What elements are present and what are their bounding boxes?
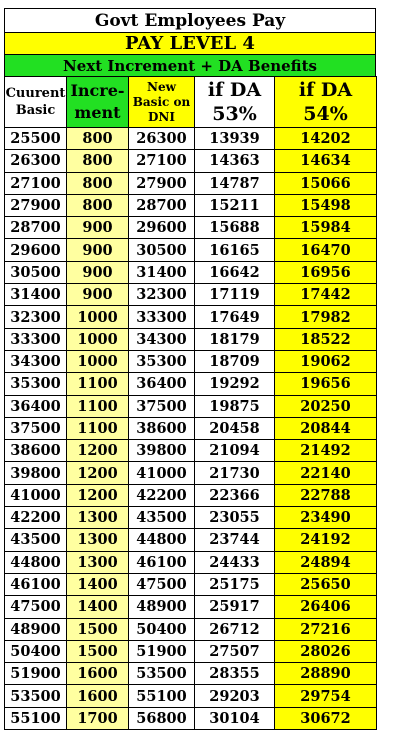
current-basic-cell: 37500 [5,417,67,439]
col-header-line: if DA [207,79,262,101]
current-basic-cell: 48900 [5,618,67,640]
increment-cell: 800 [67,150,129,172]
da-54-cell: 15984 [275,217,377,239]
table-row [5,284,377,306]
current-basic-cell: 38600 [5,440,67,462]
da-54-cell: 28890 [275,663,377,685]
table-row [5,551,377,573]
current-basic-cell: 53500 [5,685,67,707]
col-header-line: ment [74,103,121,122]
new-basic-cell: 34300 [129,328,195,350]
da-53-cell: 18179 [195,328,275,350]
increment-cell: 1200 [67,462,129,484]
new-basic-cell: 38600 [129,417,195,439]
pay-table-sheet [4,8,384,730]
col-header-line: Basic [15,103,56,118]
da-54-cell: 22140 [275,462,377,484]
da-54-cell: 20844 [275,417,377,439]
da-53-cell: 28355 [195,663,275,685]
da-53-cell: 18709 [195,350,275,372]
table-row [5,217,377,239]
current-basic-cell: 46100 [5,573,67,595]
da-53-cell: 19292 [195,373,275,395]
increment-cell: 800 [67,128,129,150]
table-row [5,328,377,350]
increment-cell: 800 [67,172,129,194]
current-basic-cell: 34300 [5,350,67,372]
current-basic-cell: 33300 [5,328,67,350]
current-basic-cell: 55100 [5,707,67,729]
new-basic-cell: 56800 [129,707,195,729]
da-53-cell: 21730 [195,462,275,484]
current-basic-cell: 28700 [5,217,67,239]
increment-cell: 1100 [67,373,129,395]
increment-cell: 1400 [67,573,129,595]
new-basic-cell: 26300 [129,128,195,150]
da-54-cell: 14202 [275,128,377,150]
current-basic-cell: 31400 [5,284,67,306]
table-row [5,707,377,729]
current-basic-cell: 35300 [5,373,67,395]
da-53-cell: 14787 [195,172,275,194]
table-row [5,395,377,417]
new-basic-cell: 31400 [129,261,195,283]
current-basic-cell: 42200 [5,507,67,529]
table-row [5,663,377,685]
current-basic-cell: 27900 [5,194,67,216]
col-header-line: Basic on [132,94,191,109]
da-53-cell: 19875 [195,395,275,417]
increment-cell: 1000 [67,306,129,328]
col-header-line: Incre- [70,81,125,100]
table-row [5,306,377,328]
da-54-cell: 27216 [275,618,377,640]
increment-cell: 900 [67,239,129,261]
da-53-cell: 23744 [195,529,275,551]
da-54-cell: 29754 [275,685,377,707]
increment-cell: 1200 [67,440,129,462]
current-basic-cell: 29600 [5,239,67,261]
current-basic-cell: 44800 [5,551,67,573]
da-53-cell: 13939 [195,128,275,150]
da-54-cell: 19656 [275,373,377,395]
new-basic-cell: 53500 [129,663,195,685]
current-basic-cell: 39800 [5,462,67,484]
current-basic-cell: 36400 [5,395,67,417]
current-basic-cell: 50400 [5,640,67,662]
col-header-line: Cuurent [5,86,66,101]
da-54-cell: 21492 [275,440,377,462]
table-row [5,529,377,551]
increment-cell: 1300 [67,551,129,573]
new-basic-cell: 50400 [129,618,195,640]
col-header-line: if DA [298,79,353,101]
da-54-cell: 14634 [275,150,377,172]
table-row [5,440,377,462]
new-basic-cell: 55100 [129,685,195,707]
col-header-current-basic [5,77,67,128]
da-53-cell: 17119 [195,284,275,306]
table-row [5,507,377,529]
new-basic-cell: 29600 [129,217,195,239]
col-header-line: New [147,79,176,94]
table-row [5,373,377,395]
da-54-cell: 24894 [275,551,377,573]
new-basic-cell: 44800 [129,529,195,551]
col-header-new-basic [129,77,195,128]
sheet-title: Govt Employees Pay [4,8,376,32]
new-basic-cell: 32300 [129,284,195,306]
table-row [5,618,377,640]
current-basic-cell: 27100 [5,172,67,194]
da-53-cell: 25175 [195,573,275,595]
increment-cell: 1400 [67,596,129,618]
table-row [5,239,377,261]
current-basic-cell: 41000 [5,484,67,506]
table-row [5,261,377,283]
table-row [5,417,377,439]
da-54-cell: 23490 [275,507,377,529]
table-row [5,128,377,150]
da-54-cell: 16470 [275,239,377,261]
current-basic-cell: 51900 [5,663,67,685]
da-53-cell: 20458 [195,417,275,439]
new-basic-cell: 35300 [129,350,195,372]
da-53-cell: 29203 [195,685,275,707]
new-basic-cell: 47500 [129,573,195,595]
col-header-da-54 [275,77,377,128]
increment-cell: 1200 [67,484,129,506]
da-53-cell: 15211 [195,194,275,216]
table-row [5,172,377,194]
da-53-cell: 25917 [195,596,275,618]
increment-cell: 1000 [67,328,129,350]
col-header-increment [67,77,129,128]
increment-da-banner: Next Increment + DA Benefits [4,54,376,76]
col-header-line: DNI [148,109,175,124]
new-basic-cell: 28700 [129,194,195,216]
da-53-cell: 16642 [195,261,275,283]
da-54-cell: 17982 [275,306,377,328]
increment-cell: 1300 [67,507,129,529]
new-basic-cell: 42200 [129,484,195,506]
increment-cell: 900 [67,217,129,239]
da-53-cell: 17649 [195,306,275,328]
increment-cell: 800 [67,194,129,216]
da-53-cell: 30104 [195,707,275,729]
table-row [5,596,377,618]
table-row [5,484,377,506]
new-basic-cell: 36400 [129,373,195,395]
increment-cell: 1700 [67,707,129,729]
table-row [5,350,377,372]
table-row [5,640,377,662]
da-54-cell: 19062 [275,350,377,372]
table-row [5,150,377,172]
new-basic-cell: 41000 [129,462,195,484]
current-basic-cell: 26300 [5,150,67,172]
increment-cell: 900 [67,284,129,306]
new-basic-cell: 30500 [129,239,195,261]
da-54-cell: 25650 [275,573,377,595]
new-basic-cell: 51900 [129,640,195,662]
da-53-cell: 15688 [195,217,275,239]
col-header-line: 53% [212,103,257,125]
da-53-cell: 24433 [195,551,275,573]
da-54-cell: 20250 [275,395,377,417]
increment-cell: 1000 [67,350,129,372]
da-54-cell: 30672 [275,707,377,729]
current-basic-cell: 47500 [5,596,67,618]
da-54-cell: 15066 [275,172,377,194]
da-53-cell: 22366 [195,484,275,506]
da-54-cell: 24192 [275,529,377,551]
da-54-cell: 26406 [275,596,377,618]
da-54-cell: 18522 [275,328,377,350]
col-header-line: 54% [303,103,348,125]
current-basic-cell: 30500 [5,261,67,283]
table-row [5,194,377,216]
da-53-cell: 21094 [195,440,275,462]
table-row [5,462,377,484]
increment-cell: 1100 [67,395,129,417]
da-54-cell: 16956 [275,261,377,283]
da-53-cell: 14363 [195,150,275,172]
increment-cell: 1500 [67,640,129,662]
increment-cell: 900 [67,261,129,283]
new-basic-cell: 27100 [129,150,195,172]
increment-cell: 1300 [67,529,129,551]
increment-cell: 1600 [67,685,129,707]
pay-level-banner: PAY LEVEL 4 [4,32,376,54]
table-row [5,573,377,595]
current-basic-cell: 43500 [5,529,67,551]
new-basic-cell: 43500 [129,507,195,529]
current-basic-cell: 25500 [5,128,67,150]
new-basic-cell: 33300 [129,306,195,328]
da-54-cell: 15498 [275,194,377,216]
new-basic-cell: 46100 [129,551,195,573]
table-header-row [5,77,377,128]
da-54-cell: 22788 [275,484,377,506]
da-54-cell: 28026 [275,640,377,662]
new-basic-cell: 48900 [129,596,195,618]
table-row [5,685,377,707]
increment-cell: 1600 [67,663,129,685]
col-header-da-53 [195,77,275,128]
da-53-cell: 26712 [195,618,275,640]
da-53-cell: 23055 [195,507,275,529]
increment-cell: 1500 [67,618,129,640]
da-53-cell: 16165 [195,239,275,261]
current-basic-cell: 32300 [5,306,67,328]
pay-table [4,76,377,730]
da-53-cell: 27507 [195,640,275,662]
new-basic-cell: 39800 [129,440,195,462]
da-54-cell: 17442 [275,284,377,306]
increment-cell: 1100 [67,417,129,439]
new-basic-cell: 27900 [129,172,195,194]
new-basic-cell: 37500 [129,395,195,417]
